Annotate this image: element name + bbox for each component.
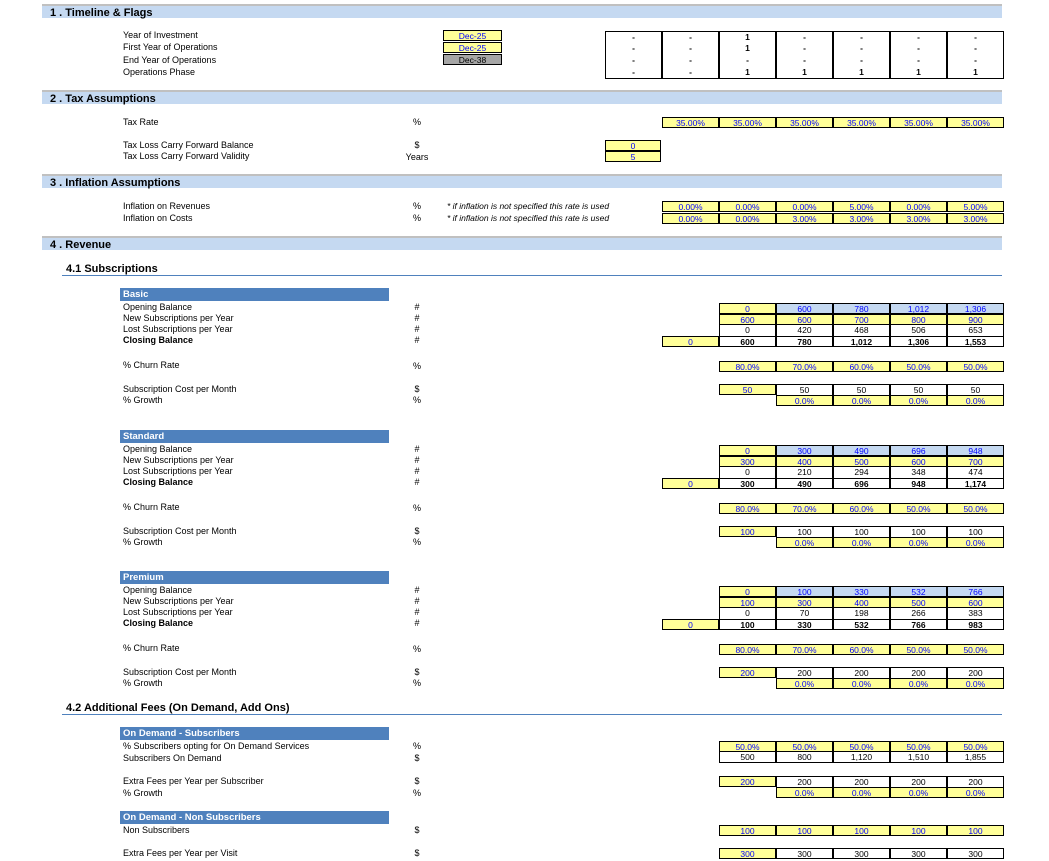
tier-1-churn-0[interactable]: 80.0% — [719, 503, 776, 514]
tax-rate-3[interactable]: 35.00% — [833, 117, 890, 128]
tier-2-opening-0[interactable]: 0 — [719, 586, 776, 597]
timeline-cell-r2-c1: - — [662, 55, 719, 67]
non-subscribers-2[interactable]: 100 — [833, 825, 890, 836]
tier-1-churn-4[interactable]: 50.0% — [947, 503, 1004, 514]
tier-0-closing-2: 1,012 — [833, 336, 890, 347]
tier-2-growth-2[interactable]: 0.0% — [890, 678, 947, 689]
inflation-cost-3[interactable]: 3.00% — [833, 213, 890, 224]
unit-opening-balance-1: # — [414, 444, 420, 454]
tier-2-closing-1: 330 — [776, 619, 833, 630]
tier-0-lost-1: 420 — [776, 325, 833, 336]
on-demand-opt-4[interactable]: 50.0% — [947, 741, 1004, 752]
timeline-cell-r1-c4: - — [833, 43, 890, 55]
tier-1-cost-4: 100 — [947, 526, 1004, 537]
tlcf-validity-input[interactable]: 5 — [605, 151, 661, 162]
timeline-cell-r3-c6: 1 — [947, 67, 1004, 79]
unit-tax-rate: % — [412, 117, 421, 127]
unit-opening-balance-2: # — [414, 585, 420, 595]
tier-1-churn-2[interactable]: 60.0% — [833, 503, 890, 514]
timeline-cell-r0-c5: - — [890, 31, 947, 43]
unit-extra-fees-subscriber: $ — [414, 776, 420, 786]
header-on-demand-non-subscribers: On Demand - Non Subscribers — [120, 811, 389, 824]
timeline-cell-r2-c4: - — [833, 55, 890, 67]
timeline-cell-r0-c3: - — [776, 31, 833, 43]
unit-churn-1: % — [412, 503, 421, 513]
tier-0-opening-1: 600 — [776, 303, 833, 314]
on-demand-fee-4: 200 — [947, 776, 1004, 787]
label-tlcf-balance: Tax Loss Carry Forward Balance — [123, 140, 254, 150]
tier-2-new-0[interactable]: 100 — [719, 597, 776, 608]
unit-cost-month-1: $ — [414, 526, 420, 536]
unit-lost-subscriptions-2: # — [414, 607, 420, 617]
header-on-demand-subscribers: On Demand - Subscribers — [120, 727, 389, 740]
non-subscribers-4[interactable]: 100 — [947, 825, 1004, 836]
timeline-cell-r3-c4: 1 — [833, 67, 890, 79]
inflation-revenue-2[interactable]: 0.00% — [776, 201, 833, 212]
unit-lost-subscriptions-0: # — [414, 324, 420, 334]
tier-2-closing-3: 766 — [890, 619, 947, 630]
tier-1-closing-0: 300 — [719, 478, 776, 489]
extra-fee-visit-3: 300 — [890, 848, 947, 859]
label-subscribers-on-demand: Subscribers On Demand — [123, 753, 222, 763]
unit-growth-1: % — [412, 537, 421, 547]
tier-1-churn-3[interactable]: 50.0% — [890, 503, 947, 514]
tier-2-opening-1: 100 — [776, 586, 833, 597]
tier-1-closing-1: 490 — [776, 478, 833, 489]
tier-0-cost-1: 50 — [776, 384, 833, 395]
tier-1-lost-1: 210 — [776, 467, 833, 478]
label-closing-balance-2: Closing Balance — [123, 618, 194, 628]
unit-inflation-revenues: % — [412, 201, 421, 211]
tier-0-closing-3: 1,306 — [890, 336, 947, 347]
on-demand-opt-3[interactable]: 50.0% — [890, 741, 947, 752]
unit-growth-0: % — [412, 395, 421, 405]
label-year-of-investment: Year of Investment — [123, 30, 198, 40]
tier-2-cost-4: 200 — [947, 667, 1004, 678]
on-demand-subs-3: 1,510 — [890, 752, 947, 763]
on-demand-growth-3[interactable]: 0.0% — [947, 787, 1004, 798]
tier-0-new-1[interactable]: 600 — [776, 314, 833, 325]
tier-0-closing-1: 780 — [776, 336, 833, 347]
label-lost-subscriptions-1: Lost Subscriptions per Year — [123, 466, 233, 476]
tier-1-growth-0[interactable]: 0.0% — [776, 537, 833, 548]
section-inflation-assumptions: 3 . Inflation Assumptions — [42, 174, 1002, 188]
tier-2-new-4[interactable]: 600 — [947, 597, 1004, 608]
header-tier-1: Standard — [120, 430, 389, 443]
non-subscribers-1[interactable]: 100 — [776, 825, 833, 836]
timeline-cell-r3-c2: 1 — [719, 67, 776, 79]
timeline-cell-r1-c1: - — [662, 43, 719, 55]
label-tlcf-validity: Tax Loss Carry Forward Validity — [123, 151, 250, 161]
tier-0-closing-0: 600 — [719, 336, 776, 347]
tier-2-cost-1: 200 — [776, 667, 833, 678]
tier-0-cost-3: 50 — [890, 384, 947, 395]
tier-2-closing-0: 100 — [719, 619, 776, 630]
date-end-year-operations: Dec-38 — [443, 54, 502, 65]
tier-2-opening-2: 330 — [833, 586, 890, 597]
tier-0-cost-2: 50 — [833, 384, 890, 395]
tier-2-lost-2: 198 — [833, 608, 890, 619]
unit-subscribers-on-demand: $ — [414, 753, 420, 763]
label-churn-2: % Churn Rate — [123, 643, 180, 653]
tier-1-new-4[interactable]: 700 — [947, 456, 1004, 467]
unit-opening-balance-0: # — [414, 302, 420, 312]
tier-1-lost-4: 474 — [947, 467, 1004, 478]
label-lost-subscriptions-0: Lost Subscriptions per Year — [123, 324, 233, 334]
timeline-cell-r2-c2: - — [719, 55, 776, 67]
tier-0-churn-4[interactable]: 50.0% — [947, 361, 1004, 372]
inflation-revenue-1[interactable]: 0.00% — [719, 201, 776, 212]
label-extra-fees-visit: Extra Fees per Year per Visit — [123, 848, 238, 858]
tier-1-opening-0[interactable]: 0 — [719, 445, 776, 456]
timeline-cell-r3-c5: 1 — [890, 67, 947, 79]
on-demand-growth-0[interactable]: 0.0% — [776, 787, 833, 798]
tier-0-churn-2[interactable]: 60.0% — [833, 361, 890, 372]
tier-1-cost-3: 100 — [890, 526, 947, 537]
unit-closing-balance-2: # — [414, 618, 420, 628]
extra-fee-visit-1: 300 — [776, 848, 833, 859]
unit-inflation-costs: % — [412, 213, 421, 223]
tier-0-churn-1[interactable]: 70.0% — [776, 361, 833, 372]
unit-new-subscriptions-1: # — [414, 455, 420, 465]
inflation-cost-2[interactable]: 3.00% — [776, 213, 833, 224]
label-growth-2: % Growth — [123, 678, 163, 688]
tier-2-churn-0[interactable]: 80.0% — [719, 644, 776, 655]
tier-2-growth-1[interactable]: 0.0% — [833, 678, 890, 689]
tier-0-lost-4: 653 — [947, 325, 1004, 336]
tier-1-closing-3: 948 — [890, 478, 947, 489]
tier-2-churn-1[interactable]: 70.0% — [776, 644, 833, 655]
tier-1-cost-0[interactable]: 100 — [719, 526, 776, 537]
on-demand-fee-2: 200 — [833, 776, 890, 787]
label-new-subscriptions-2: New Subscriptions per Year — [123, 596, 234, 606]
tier-1-closing-2: 696 — [833, 478, 890, 489]
tier-1-opening-1: 300 — [776, 445, 833, 456]
subsection-subscriptions: 4.1 Subscriptions — [62, 262, 1002, 276]
unit-on-demand-opt: % — [412, 741, 421, 751]
unit-cost-month-2: $ — [414, 667, 420, 677]
tier-2-closing-4: 983 — [947, 619, 1004, 630]
tier-0-new-0[interactable]: 600 — [719, 314, 776, 325]
label-extra-fees-growth: % Growth — [123, 788, 163, 798]
tier-0-new-4[interactable]: 900 — [947, 314, 1004, 325]
tier-1-new-1[interactable]: 400 — [776, 456, 833, 467]
inflation-cost-1[interactable]: 0.00% — [719, 213, 776, 224]
inflation-revenue-5[interactable]: 5.00% — [947, 201, 1004, 212]
timeline-cell-r1-c3: - — [776, 43, 833, 55]
note-inflation-costs: * if inflation is not specified this rate is used — [447, 213, 610, 223]
tier-1-lost-2: 294 — [833, 467, 890, 478]
unit-closing-balance-0: # — [414, 335, 420, 345]
tier-0-cost-0[interactable]: 50 — [719, 384, 776, 395]
label-growth-0: % Growth — [123, 395, 163, 405]
timeline-cell-r1-c5: - — [890, 43, 947, 55]
label-inflation-costs: Inflation on Costs — [123, 213, 193, 223]
timeline-cell-r0-c6: - — [947, 31, 1004, 43]
tier-0-cost-4: 50 — [947, 384, 1004, 395]
header-tier-2: Premium — [120, 571, 389, 584]
tier-0-lost-2: 468 — [833, 325, 890, 336]
unit-churn-2: % — [412, 644, 421, 654]
label-cost-month-0: Subscription Cost per Month — [123, 384, 237, 394]
timeline-cell-r0-c0: - — [605, 31, 662, 43]
label-inflation-revenues: Inflation on Revenues — [123, 201, 211, 211]
timeline-cell-r2-c6: - — [947, 55, 1004, 67]
timeline-cell-r3-c3: 1 — [776, 67, 833, 79]
label-non-subscribers: Non Subscribers — [123, 825, 190, 835]
on-demand-subs-0: 500 — [719, 752, 776, 763]
extra-fee-visit-4: 300 — [947, 848, 1004, 859]
non-subscribers-3[interactable]: 100 — [890, 825, 947, 836]
section-tax-assumptions: 2 . Tax Assumptions — [42, 90, 1002, 104]
tier-2-closing-2: 532 — [833, 619, 890, 630]
tier-0-growth-0[interactable]: 0.0% — [776, 395, 833, 406]
label-first-year-operations: First Year of Operations — [123, 42, 218, 52]
timeline-cell-r3-c1: - — [662, 67, 719, 79]
tax-rate-2[interactable]: 35.00% — [776, 117, 833, 128]
label-opening-balance-1: Opening Balance — [123, 444, 193, 454]
tier-2-cost-3: 200 — [890, 667, 947, 678]
unit-churn-0: % — [412, 361, 421, 371]
tier-2-opening-4: 766 — [947, 586, 1004, 597]
tier-2-opening-3: 532 — [890, 586, 947, 597]
inflation-revenue-3[interactable]: 5.00% — [833, 201, 890, 212]
tier-2-growth-0[interactable]: 0.0% — [776, 678, 833, 689]
timeline-cell-r2-c3: - — [776, 55, 833, 67]
inflation-revenue-4[interactable]: 0.00% — [890, 201, 947, 212]
on-demand-growth-2[interactable]: 0.0% — [890, 787, 947, 798]
tier-0-lost-3: 506 — [890, 325, 947, 336]
date-first-year-operations[interactable]: Dec-25 — [443, 42, 502, 53]
label-opening-balance-0: Opening Balance — [123, 302, 193, 312]
tier-0-churn-0[interactable]: 80.0% — [719, 361, 776, 372]
label-lost-subscriptions-2: Lost Subscriptions per Year — [123, 607, 233, 617]
timeline-cell-r0-c2: 1 — [719, 31, 776, 43]
tier-0-lost-0: 0 — [719, 325, 776, 336]
timeline-cell-r1-c2: 1 — [719, 43, 776, 55]
extra-fee-visit-2: 300 — [833, 848, 890, 859]
label-churn-0: % Churn Rate — [123, 360, 180, 370]
tax-rate-5[interactable]: 35.00% — [947, 117, 1004, 128]
label-closing-balance-0: Closing Balance — [123, 335, 194, 345]
tier-1-opening-4: 948 — [947, 445, 1004, 456]
tier-1-cost-2: 100 — [833, 526, 890, 537]
tier-0-new-2[interactable]: 700 — [833, 314, 890, 325]
tier-1-closing-start[interactable]: 0 — [662, 478, 719, 489]
note-inflation-revenues: * if inflation is not specified this rate is used — [447, 201, 610, 211]
tier-1-closing-4: 1,174 — [947, 478, 1004, 489]
subsection-additional-fees: 4.2 Additional Fees (On Demand, Add Ons) — [62, 701, 1002, 715]
label-churn-1: % Churn Rate — [123, 502, 180, 512]
unit-non-subscribers: $ — [414, 825, 420, 835]
tier-1-growth-1[interactable]: 0.0% — [833, 537, 890, 548]
label-end-year-operations: End Year of Operations — [123, 55, 217, 65]
tier-1-growth-3[interactable]: 0.0% — [947, 537, 1004, 548]
section-timeline-flags: 1 . Timeline & Flags — [42, 4, 1002, 18]
tier-0-closing-4: 1,553 — [947, 336, 1004, 347]
label-cost-month-2: Subscription Cost per Month — [123, 667, 237, 677]
inflation-cost-0[interactable]: 0.00% — [662, 213, 719, 224]
label-on-demand-opt: % Subscribers opting for On Demand Services — [123, 741, 310, 751]
tier-2-growth-3[interactable]: 0.0% — [947, 678, 1004, 689]
extra-fee-visit-0[interactable]: 300 — [719, 848, 776, 859]
unit-closing-balance-1: # — [414, 477, 420, 487]
tax-rate-0[interactable]: 35.00% — [662, 117, 719, 128]
tier-2-closing-start[interactable]: 0 — [662, 619, 719, 630]
tier-0-growth-2[interactable]: 0.0% — [890, 395, 947, 406]
tier-0-opening-2: 780 — [833, 303, 890, 314]
tier-0-growth-3[interactable]: 0.0% — [947, 395, 1004, 406]
inflation-cost-5[interactable]: 3.00% — [947, 213, 1004, 224]
unit-cost-month-0: $ — [414, 384, 420, 394]
tier-2-churn-4[interactable]: 50.0% — [947, 644, 1004, 655]
tier-1-churn-1[interactable]: 70.0% — [776, 503, 833, 514]
on-demand-opt-0[interactable]: 50.0% — [719, 741, 776, 752]
label-new-subscriptions-0: New Subscriptions per Year — [123, 313, 234, 323]
tier-2-cost-0[interactable]: 200 — [719, 667, 776, 678]
timeline-cell-r3-c0: - — [605, 67, 662, 79]
tier-1-lost-0: 0 — [719, 467, 776, 478]
timeline-cell-r0-c1: - — [662, 31, 719, 43]
tier-1-new-2[interactable]: 500 — [833, 456, 890, 467]
unit-new-subscriptions-2: # — [414, 596, 420, 606]
tier-2-lost-0: 0 — [719, 608, 776, 619]
tax-rate-4[interactable]: 35.00% — [890, 117, 947, 128]
tier-2-lost-3: 266 — [890, 608, 947, 619]
on-demand-opt-1[interactable]: 50.0% — [776, 741, 833, 752]
label-cost-month-1: Subscription Cost per Month — [123, 526, 237, 536]
inflation-cost-4[interactable]: 3.00% — [890, 213, 947, 224]
tier-1-lost-3: 348 — [890, 467, 947, 478]
tier-2-new-1[interactable]: 300 — [776, 597, 833, 608]
on-demand-growth-1[interactable]: 0.0% — [833, 787, 890, 798]
tier-2-new-2[interactable]: 400 — [833, 597, 890, 608]
unit-growth-2: % — [412, 678, 421, 688]
on-demand-fee-1: 200 — [776, 776, 833, 787]
tier-0-opening-3: 1,012 — [890, 303, 947, 314]
section-revenue: 4 . Revenue — [42, 236, 1002, 250]
tlcf-balance-input[interactable]: 0 — [605, 140, 661, 151]
label-opening-balance-2: Opening Balance — [123, 585, 193, 595]
tier-0-churn-3[interactable]: 50.0% — [890, 361, 947, 372]
tier-2-churn-2[interactable]: 60.0% — [833, 644, 890, 655]
tier-2-churn-3[interactable]: 50.0% — [890, 644, 947, 655]
tier-1-opening-2: 490 — [833, 445, 890, 456]
tier-1-growth-2[interactable]: 0.0% — [890, 537, 947, 548]
unit-tlcf-validity: Years — [405, 152, 429, 162]
label-growth-1: % Growth — [123, 537, 163, 547]
on-demand-fee-0[interactable]: 200 — [719, 776, 776, 787]
header-tier-0: Basic — [120, 288, 389, 301]
inflation-revenue-0[interactable]: 0.00% — [662, 201, 719, 212]
label-operations-phase: Operations Phase — [123, 67, 196, 77]
tier-0-closing-start[interactable]: 0 — [662, 336, 719, 347]
unit-lost-subscriptions-1: # — [414, 466, 420, 476]
unit-extra-fees-growth: % — [412, 788, 421, 798]
tier-2-cost-2: 200 — [833, 667, 890, 678]
date-year-of-investment[interactable]: Dec-25 — [443, 30, 502, 41]
label-extra-fees-subscriber: Extra Fees per Year per Subscriber — [123, 776, 264, 786]
label-new-subscriptions-1: New Subscriptions per Year — [123, 455, 234, 465]
unit-new-subscriptions-0: # — [414, 313, 420, 323]
tier-2-new-3[interactable]: 500 — [890, 597, 947, 608]
tier-2-lost-4: 383 — [947, 608, 1004, 619]
on-demand-opt-2[interactable]: 50.0% — [833, 741, 890, 752]
tax-rate-1[interactable]: 35.00% — [719, 117, 776, 128]
tier-0-new-3[interactable]: 800 — [890, 314, 947, 325]
tier-1-opening-3: 696 — [890, 445, 947, 456]
label-closing-balance-1: Closing Balance — [123, 477, 194, 487]
unit-tlcf-balance: $ — [414, 140, 420, 150]
tier-0-growth-1[interactable]: 0.0% — [833, 395, 890, 406]
on-demand-fee-3: 200 — [890, 776, 947, 787]
label-tax-rate: Tax Rate — [123, 117, 159, 127]
timeline-cell-r1-c0: - — [605, 43, 662, 55]
tier-0-opening-0[interactable]: 0 — [719, 303, 776, 314]
timeline-cell-r2-c5: - — [890, 55, 947, 67]
on-demand-subs-1: 800 — [776, 752, 833, 763]
non-subscribers-0[interactable]: 100 — [719, 825, 776, 836]
tier-1-cost-1: 100 — [776, 526, 833, 537]
timeline-cell-r2-c0: - — [605, 55, 662, 67]
timeline-cell-r1-c6: - — [947, 43, 1004, 55]
unit-extra-fees-visit: $ — [414, 848, 420, 858]
on-demand-subs-2: 1,120 — [833, 752, 890, 763]
tier-0-opening-4: 1,306 — [947, 303, 1004, 314]
on-demand-subs-4: 1,855 — [947, 752, 1004, 763]
tier-1-new-3[interactable]: 600 — [890, 456, 947, 467]
tier-2-lost-1: 70 — [776, 608, 833, 619]
tier-1-new-0[interactable]: 300 — [719, 456, 776, 467]
timeline-cell-r0-c4: - — [833, 31, 890, 43]
